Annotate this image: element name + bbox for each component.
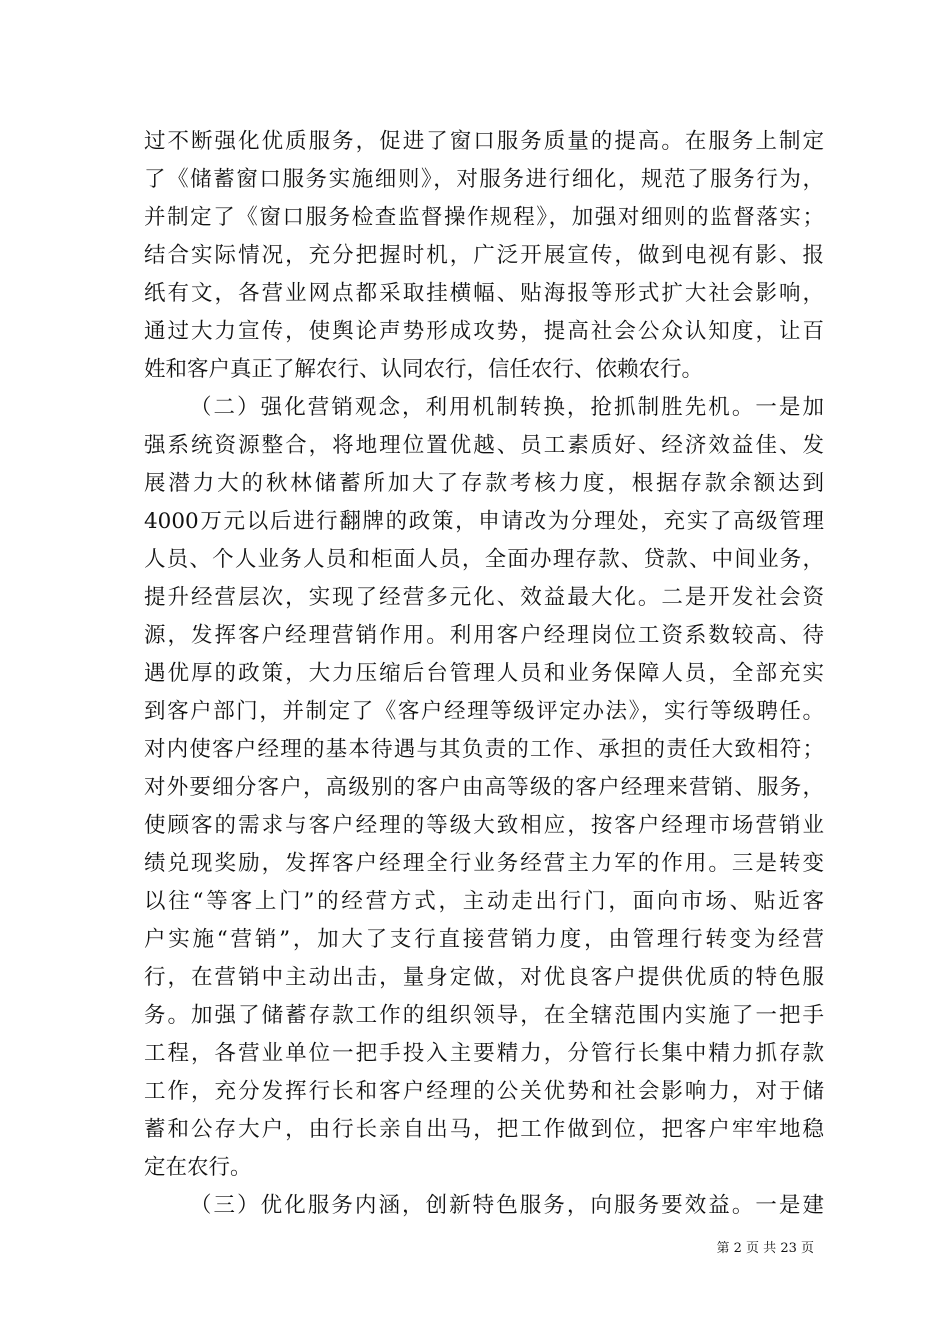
body-text-line: 人员、个人业务人员和柜面人员，全面办理存款、贷款、中间业务， — [144, 547, 824, 572]
body-text-line: 使顾客的需求与客户经理的等级大致相应，按客户经理市场营销业 — [144, 813, 824, 838]
body-text-line: 源，发挥客户经理营销作用。利用客户经理岗位工资系数较高、待 — [144, 623, 824, 648]
body-text-line: 通过大力宣传，使舆论声势形成攻势，提高社会公众认知度，让百 — [144, 319, 824, 344]
body-text-line: 以往“等客上门”的经营方式，主动走出行门，面向市场、贴近客 — [144, 889, 824, 914]
body-text-line: 结合实际情况，充分把握时机，广泛开展宣传，做到电视有影、报 — [144, 243, 824, 268]
body-text-line: 工程，各营业单位一把手投入主要精力，分管行长集中精力抓存款 — [144, 1041, 824, 1066]
body-text-line: 到客户部门，并制定了《客户经理等级评定办法》，实行等级聘任。 — [144, 699, 824, 724]
page-number-footer: 第 2 页 共 23 页 — [716, 1241, 814, 1256]
paragraph-heading-line: （三）优化服务内涵，创新特色服务，向服务要效益。一是建 — [190, 1193, 824, 1218]
body-text-line: 遇优厚的政策，大力压缩后台管理人员和业务保障人员，全部充实 — [144, 661, 824, 686]
body-text-line: 工作，充分发挥行长和客户经理的公关优势和社会影响力，对于储 — [144, 1079, 824, 1104]
body-text-line: 姓和客户真正了解农行、认同农行，信任农行、依赖农行。 — [144, 357, 704, 382]
body-text-line: 务。加强了储蓄存款工作的组织领导，在全辖范围内实施了一把手 — [144, 1003, 824, 1028]
body-text-line: 对外要细分客户，高级别的客户由高等级的客户经理来营销、服务， — [144, 775, 824, 800]
body-text-line: 定在农行。 — [144, 1155, 252, 1180]
body-text-line: 并制定了《窗口服务检查监督操作规程》，加强对细则的监督落实； — [144, 205, 824, 230]
body-text-line: 强系统资源整合，将地理位置优越、员工素质好、经济效益佳、发 — [144, 433, 824, 458]
body-text-line: 绩兑现奖励，发挥客户经理全行业务经营主力军的作用。三是转变 — [144, 851, 824, 876]
paragraph-heading-line: （二）强化营销观念，利用机制转换，抢抓制胜先机。一是加 — [190, 395, 824, 420]
body-text-line: 过不断强化优质服务，促进了窗口服务质量的提高。在服务上制定 — [144, 129, 824, 154]
body-text-line: 了《储蓄窗口服务实施细则》，对服务进行细化，规范了服务行为， — [144, 167, 824, 192]
body-text-line: 提升经营层次，实现了经营多元化、效益最大化。二是开发社会资 — [144, 585, 824, 610]
body-text-line: 4000万元以后进行翻牌的政策，申请改为分理处，充实了高级管理 — [144, 509, 824, 534]
body-text-line: 展潜力大的秋林储蓄所加大了存款考核力度，根据存款余额达到 — [144, 471, 824, 496]
body-text-line: 行，在营销中主动出击，量身定做，对优良客户提供优质的特色服 — [144, 965, 824, 990]
body-text-line: 对内使客户经理的基本待遇与其负责的工作、承担的责任大致相符； — [144, 737, 824, 762]
body-text-line: 户实施“营销”，加大了支行直接营销力度，由管理行转变为经营 — [144, 927, 824, 952]
body-text-line: 纸有文，各营业网点都采取挂横幅、贴海报等形式扩大社会影响， — [144, 281, 824, 306]
body-text-line: 蓄和公存大户，由行长亲自出马，把工作做到位，把客户牢牢地稳 — [144, 1117, 824, 1142]
